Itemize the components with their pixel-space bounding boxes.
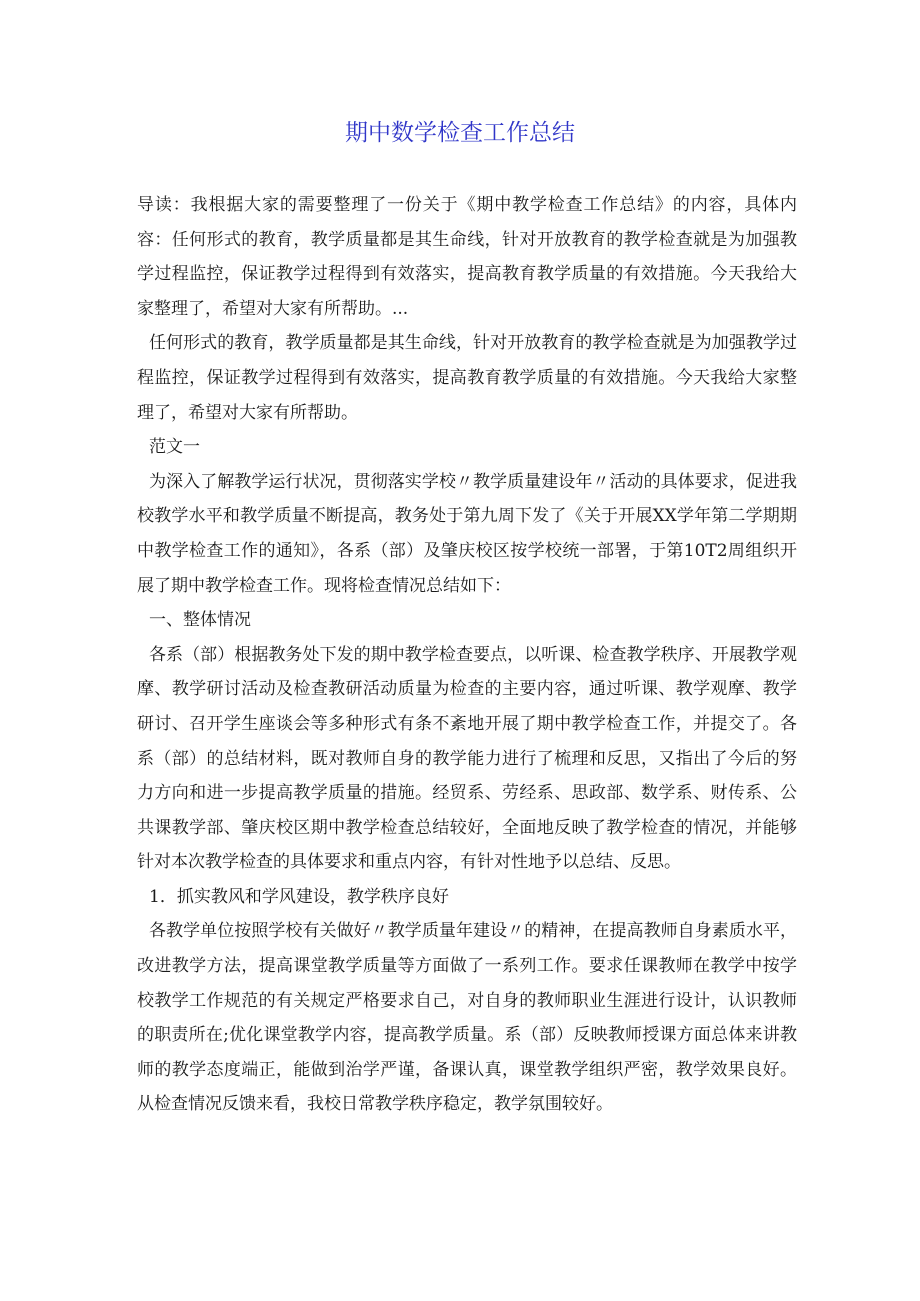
sample-heading: 范文一 bbox=[149, 437, 200, 458]
subsection-heading-1: 1．抓实教风和学风建设，教学秩序良好 bbox=[149, 886, 449, 907]
intro-paragraph: 导读：我根据大家的需要整理了一份关于《期中教学检查工作总结》的内容，具体内容：任何形式的教育，教学质量都是其生命线，针对开放教育的教学检查就是为加强教学过程监控，保证教学过程得到有效落实，提高教育教学质量的有效措施。今天我给大家整理了，希望对大家有所帮助。... bbox=[137, 195, 797, 319]
background-paragraph: 为深入了解教学运行状况，贯彻落实学校〃教学质量建设年〃活动的具体要求，促进我校教学水平和教学质量不断提高，教务处于第九周下发了《关于开展XX学年第二学期期中教学检查工作的通知》，各系（部）及肇庆校区按学校统一部署，于第10T2周组织开展了期中教学检查工作。现将检查情况总结如下： bbox=[137, 471, 797, 596]
document-body bbox=[137, 188, 797, 1122]
overall-paragraph: 各系（部）根据教务处下发的期中教学检查要点，以听课、检查教学秩序、开展教学观摩、教学研讨活动及检查教研活动质量为检查的主要内容，通过听课、教学观摩、教学研讨、召开学生座谈会等多种形式有条不紊地开展了期中教学检查工作，并提交了。各系（部）的总结材料，既对教师自身的教学能力进行了梳理和反思，又指出了今后的努力方向和进一步提高教学质量的措施。经贸系、劳经系、思政部、数学系、财传系、公共课教学部、肇庆校区期中教学检查总结较好，全面地反映了教学检查的情况，并能够针对本次教学检查的具体要求和重点内容，有针对性地予以总结、反思。 bbox=[137, 644, 797, 873]
page-title: 期中数学检查工作总结 bbox=[345, 120, 575, 146]
teaching-style-paragraph: 各教学单位按照学校有关做好〃教学质量年建设〃的精神，在提高教师自身素质水平，改进教学方法，提高课堂教学质量等方面做了一系列工作。要求任课教师在教学中按学校教学工作规范的有关规定严格要求自己，对自身的教师职业生涯进行设计，认识教师的职责所在;优化课堂教学内容，提高教学质量。系（部）反映教师授课方面总体来讲教师的教学态度端正，能做到治学严谨，备课认真，课堂教学组织严密，教学效果良好。从检查情况反馈来看，我校日常教学秩序稳定，教学氛围较好。 bbox=[137, 921, 797, 1115]
summary-paragraph: 任何形式的教育，教学质量都是其生命线，针对开放教育的教学检查就是为加强教学过程监控，保证教学过程得到有效落实，提高教育教学质量的有效措施。今天我给大家整理了，希望对大家有所帮助。 bbox=[137, 333, 797, 423]
section-heading-overall: 一、整体情况 bbox=[149, 610, 251, 631]
